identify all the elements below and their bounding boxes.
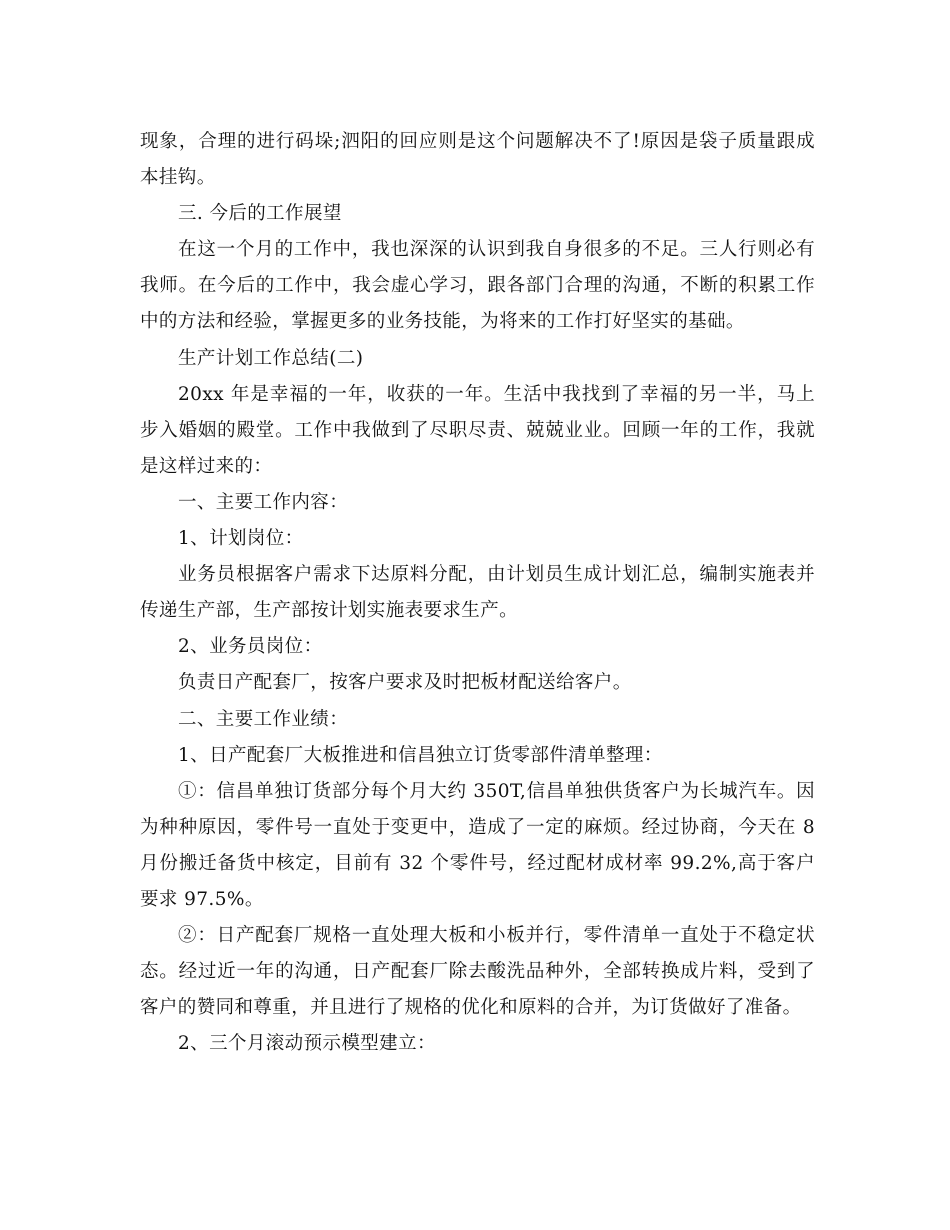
item-heading-planning-post: 1、计划岗位： xyxy=(178,528,304,550)
paragraph-planning-post: 业务员根据客户需求下达原料分配，由计划员生成计划汇总，编制实施表并传递生产部，生产部按计划实施表要求生产。 xyxy=(140,564,815,622)
item-heading-parts-list: 1、日产配套厂大板推进和信昌独立订货零部件清单整理： xyxy=(178,744,663,766)
item-heading-forecast-model: 2、三个月滚动预示模型建立： xyxy=(178,1033,436,1055)
paragraph-outlook-body: 在这一个月的工作中，我也深深的认识到我自身很多的不足。三人行则必有我师。在今后的工作中，我会虚心学习，跟各部门合理的沟通，不断的积累工作中的方法和经验，掌握更多的业务技能，为将来的工作打好坚实的基础。 xyxy=(140,239,815,333)
document-body xyxy=(140,124,815,1062)
section-heading-outlook: 三. 今后的工作展望 xyxy=(178,203,342,225)
item-heading-sales-post: 2、业务员岗位： xyxy=(178,636,323,658)
section-heading-main-work: 一、主要工作内容： xyxy=(178,491,349,513)
paragraph-continuation: 现象，合理的进行码垛;泗阳的回应则是这个问题解决不了!原因是袋子质量跟成本挂钩。 xyxy=(140,131,815,189)
paragraph-sales-post: 负责日产配套厂，按客户要求及时把板材配送给客户。 xyxy=(178,672,632,694)
section-heading-achievements: 二、主要工作业绩： xyxy=(178,708,349,730)
paragraph-intro: 20xx 年是幸福的一年，收获的一年。生活中我找到了幸福的另一半，马上步入婚姻的殿堂。工作中我做到了尽职尽责、兢兢业业。回顾一年的工作，我就是这样过来的： xyxy=(140,383,815,477)
paragraph-point-1: ①：信昌单独订货部分每个月大约 350T,信昌单独供货客户为长城汽车。因为种种原因，零件号一直处于变更中，造成了一定的麻烦。经过协商，今天在 8 月份搬迁备货中核定，目前有 32 个零件号，经过配材成材率 99.2%,高于客户要求 97.5%。 xyxy=(140,780,815,910)
document-subtitle: 生产计划工作总结(二) xyxy=(178,347,364,369)
paragraph-point-2: ②：日产配套厂规格一直处理大板和小板并行，零件清单一直处于不稳定状态。经过近一年的沟通，日产配套厂除去酸洗品种外，全部转换成片料，受到了客户的赞同和尊重，并且进行了规格的优化和原料的合并，为订货做好了准备。 xyxy=(140,925,815,1019)
